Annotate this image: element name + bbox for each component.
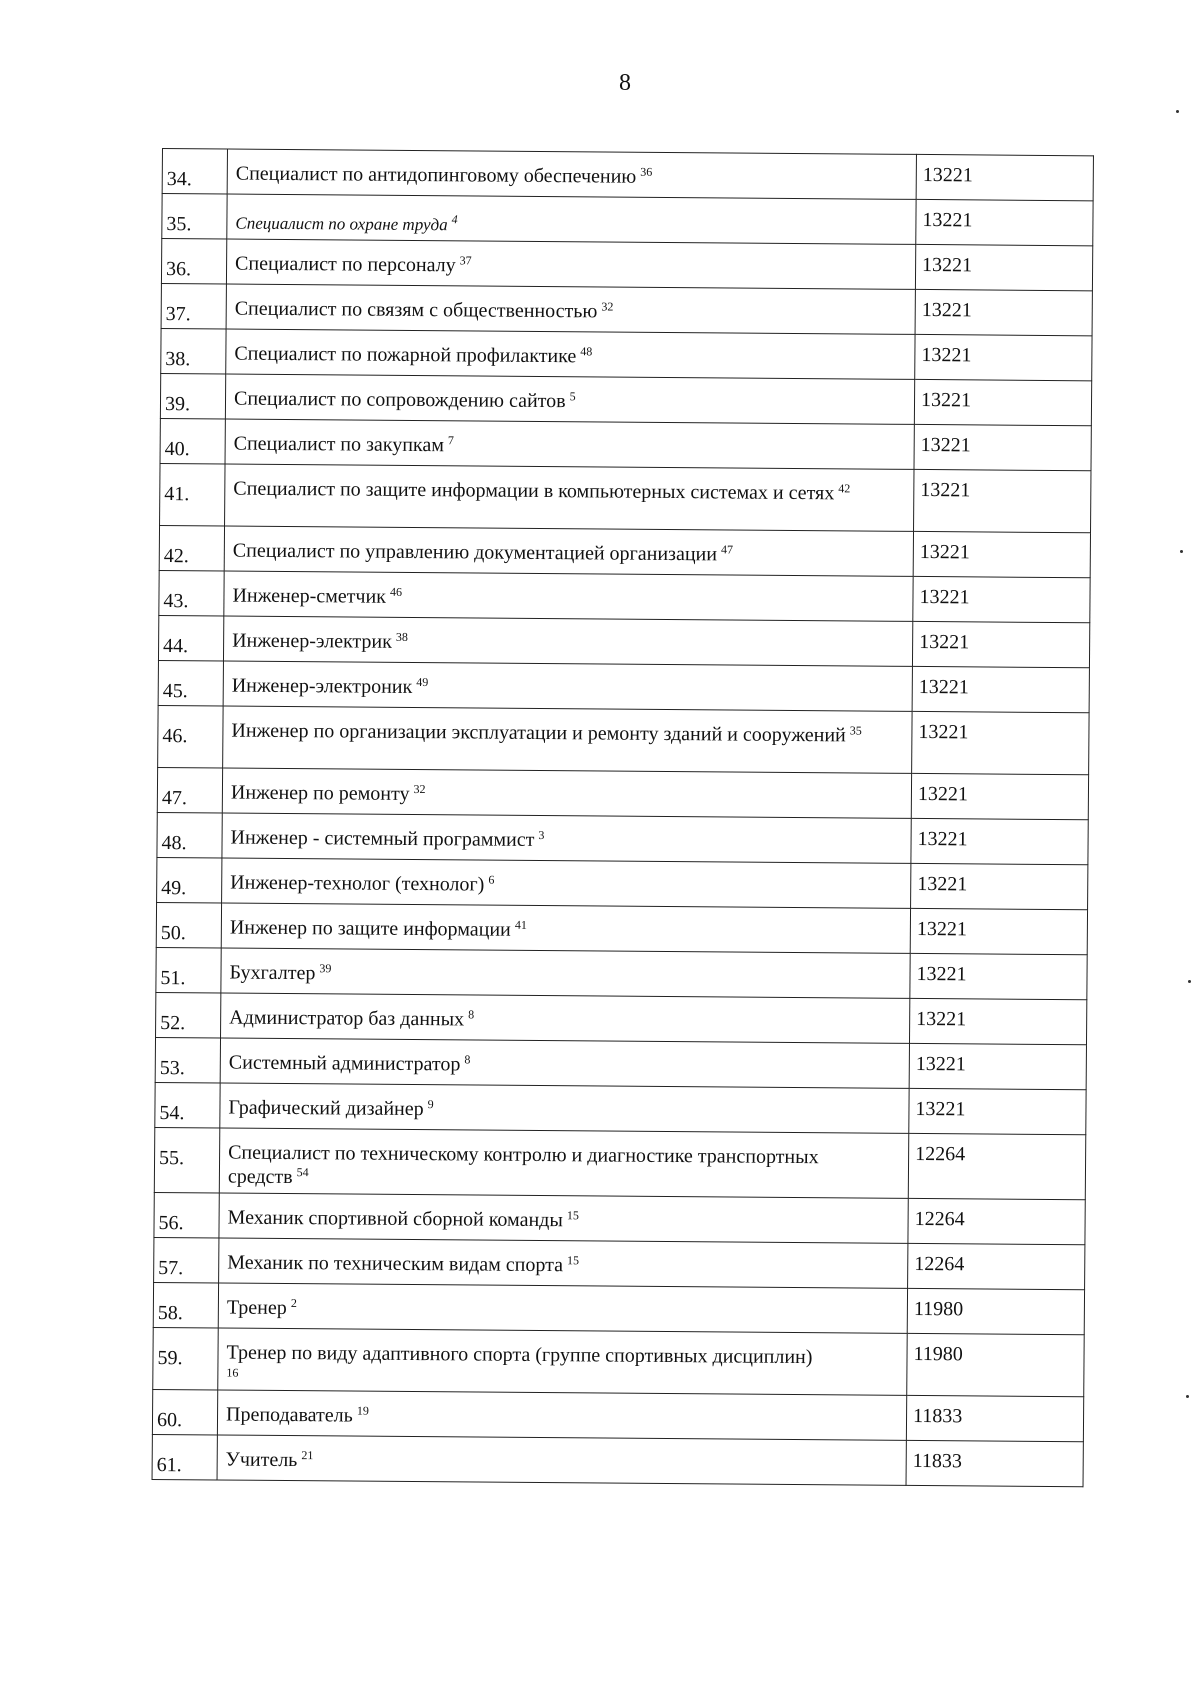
salary-code: 13221 [914, 469, 1091, 532]
footnote-ref: 2 [290, 1296, 297, 1311]
position-title: Специалист по охране труда $^4$ [227, 194, 916, 244]
footnote-ref: 7 [447, 433, 455, 448]
row-number: 45. [158, 660, 223, 706]
position-title: Специалист по сопровождению сайтов $^5$ [225, 374, 914, 424]
row-number: 58. [153, 1282, 218, 1328]
row-number: 57. [154, 1237, 219, 1283]
footnote-ref: 6 [488, 872, 495, 887]
footnote-ref: 15 [566, 1253, 580, 1268]
row-number: 53. [155, 1037, 220, 1083]
row-number: 52. [156, 992, 221, 1038]
table-row [153, 1282, 1084, 1334]
table-row [156, 992, 1087, 1044]
salary-code: 12264 [908, 1198, 1085, 1244]
position-title: Графический дизайнер $^9$ [220, 1083, 909, 1133]
table-row [160, 418, 1091, 470]
scan-speck [1186, 1395, 1189, 1398]
table-row [158, 660, 1089, 712]
row-number: 41. [160, 463, 225, 526]
row-number: 44. [158, 615, 223, 661]
footnote-ref: 19 [356, 1403, 369, 1418]
row-number: 37. [161, 283, 226, 329]
table-row [159, 570, 1090, 622]
position-title: Преподаватель $^{19}$ [217, 1390, 906, 1440]
row-number: 36. [161, 239, 226, 285]
row-number: 55. [154, 1127, 220, 1193]
salary-code: 11980 [907, 1333, 1084, 1396]
footnote-ref: 5 [569, 389, 576, 404]
table-row [154, 1237, 1085, 1289]
table-row [161, 328, 1092, 380]
footnote-ref: 46 [389, 584, 403, 599]
table-row [155, 1082, 1086, 1134]
row-number: 43. [159, 570, 224, 616]
table-row [157, 857, 1088, 909]
table-row [162, 194, 1093, 246]
footnote-ref: 35 [849, 723, 862, 738]
table-row [154, 1192, 1085, 1244]
position-title: Инженер - системный программист $^3$ [222, 813, 911, 863]
position-title: Механик по техническим видам спорта $^{15}$ [219, 1238, 908, 1288]
salary-code: 12264 [908, 1133, 1086, 1199]
table-row [158, 615, 1089, 667]
salary-code: 13221 [910, 953, 1087, 999]
position-title: Системный администратор $^8$ [220, 1038, 909, 1088]
table-row [161, 283, 1092, 335]
salary-code: 13221 [910, 908, 1087, 954]
position-title: Тренер $^2$ [218, 1283, 907, 1333]
salary-code: 11833 [906, 1440, 1083, 1486]
row-number: 40. [160, 418, 225, 464]
row-number: 60. [152, 1389, 217, 1435]
salary-code: 13221 [911, 773, 1088, 819]
row-number: 61. [152, 1434, 217, 1480]
salary-code: 13221 [912, 621, 1089, 667]
footnote-ref: 41 [514, 917, 527, 932]
footnote-ref: 15 [566, 1208, 579, 1223]
position-title: Администратор баз данных $^8$ [221, 993, 910, 1043]
row-number: 42. [159, 525, 224, 571]
table-row [159, 525, 1090, 577]
position-title: Инженер по ремонту $^{32}$ [222, 768, 911, 818]
salary-code: 13221 [909, 1043, 1086, 1089]
positions-table [152, 148, 1094, 1487]
position-title: Инженер-технолог (технолог) $^6$ [222, 858, 911, 908]
salary-code: 13221 [913, 576, 1090, 622]
salary-code: 13221 [914, 379, 1091, 425]
salary-code: 13221 [916, 199, 1093, 245]
footnote-ref: 47 [720, 542, 734, 557]
row-number: 54. [155, 1082, 220, 1128]
row-number: 56. [154, 1192, 219, 1238]
row-number: 49. [157, 857, 222, 903]
row-number: 47. [157, 767, 222, 813]
table-row [160, 373, 1091, 425]
page-number: 8 [619, 70, 631, 96]
row-number: 38. [161, 328, 226, 374]
salary-code: 13221 [916, 154, 1093, 200]
table-row [161, 239, 1092, 291]
row-number: 51. [156, 947, 221, 993]
table-row [155, 1037, 1086, 1089]
position-title: Специалист по персоналу $^{37}$ [226, 239, 915, 289]
row-number: 59. [153, 1327, 218, 1390]
scan-speck [1176, 110, 1179, 113]
salary-code: 12264 [908, 1243, 1085, 1289]
row-number: 46. [158, 705, 223, 768]
footnote-ref: 38 [395, 629, 408, 644]
position-title: Бухгалтер $^{39}$ [221, 948, 910, 998]
table-row [156, 947, 1087, 999]
footnote-ref: 48 [580, 344, 593, 359]
table-row [152, 1434, 1083, 1486]
table-row [157, 767, 1088, 819]
footnote-ref: 37 [459, 253, 472, 268]
table-row [153, 1327, 1084, 1396]
position-title: Инженер по защите информации $^{41}$ [221, 903, 910, 953]
table-row [156, 902, 1087, 954]
footnote-ref: 32 [601, 299, 614, 314]
salary-code: 13221 [915, 334, 1092, 380]
footnote-ref: 36 [640, 164, 653, 179]
position-title: Специалист по техническому контролю и диагностике транспортных средств $^{54}$ [219, 1128, 908, 1198]
position-title: Специалист по управлению документацией организации $^{47}$ [224, 526, 913, 576]
salary-code: 13221 [913, 531, 1090, 577]
position-title: Специалист по антидопинговому обеспечению $^{36}$ [227, 149, 916, 199]
row-number: 50. [156, 902, 221, 948]
footnote-ref: 16 [226, 1365, 239, 1380]
row-number: 39. [160, 373, 225, 419]
footnote-ref: 8 [468, 1007, 475, 1022]
position-title: Учитель $^{21}$ [217, 1435, 906, 1485]
footnote-ref: 21 [301, 1448, 314, 1463]
salary-code: 13221 [911, 863, 1088, 909]
salary-code: 13221 [914, 424, 1091, 470]
footnote-ref: 8 [464, 1052, 471, 1067]
footnote-ref: 39 [319, 961, 332, 976]
footnote-ref: 54 [296, 1165, 309, 1180]
footnote-ref: 4 [451, 212, 458, 227]
footnote-ref: 9 [427, 1097, 434, 1112]
position-title: Специалист по пожарной профилактике $^{48}$ [226, 329, 915, 379]
salary-code: 11833 [906, 1395, 1083, 1441]
table-row [152, 1389, 1083, 1441]
salary-code: 13221 [915, 289, 1092, 335]
scan-speck [1180, 550, 1183, 553]
position-title: Механик спортивной сборной команды $^{15}$ [219, 1193, 908, 1243]
salary-code: 13221 [912, 666, 1089, 712]
scan-speck [1188, 980, 1191, 983]
position-title: Специалист по связям с общественностью $^{32}$ [226, 284, 915, 334]
row-number: 35. [162, 194, 227, 240]
salary-code: 13221 [909, 1088, 1086, 1134]
position-title: Инженер по организации эксплуатации и ремонту зданий и сооружений $^{35}$ [223, 706, 912, 773]
table-row [157, 812, 1088, 864]
position-title: Инженер-электрик $^{38}$ [223, 616, 912, 666]
row-number: 48. [157, 812, 222, 858]
row-number: 34. [162, 149, 227, 195]
salary-code: 11980 [907, 1288, 1084, 1334]
footnote-ref: 32 [413, 781, 426, 797]
position-title: Тренер по виду адаптивного спорта (группе спортивных дисциплин) 16 [218, 1328, 907, 1395]
footnote-ref: 49 [416, 675, 429, 690]
salary-code: 13221 [909, 998, 1086, 1044]
position-title: Инженер-электроник $^{49}$ [223, 661, 912, 711]
position-title: Специалист по закупкам $^7$ [225, 419, 914, 469]
table-row [160, 463, 1091, 532]
position-title: Инженер-сметчик $^{46}$ [224, 571, 913, 621]
footnote-ref: 42 [838, 481, 851, 496]
salary-code: 13221 [912, 711, 1089, 774]
table-row [154, 1127, 1085, 1199]
table-row [162, 149, 1093, 201]
table-row [158, 705, 1089, 774]
footnote-ref: 3 [538, 827, 545, 843]
salary-code: 13221 [915, 244, 1092, 290]
position-title: Специалист по защите информации в компьютерных системах и сетях $^{42}$ [225, 464, 914, 531]
salary-code: 13221 [911, 818, 1088, 864]
